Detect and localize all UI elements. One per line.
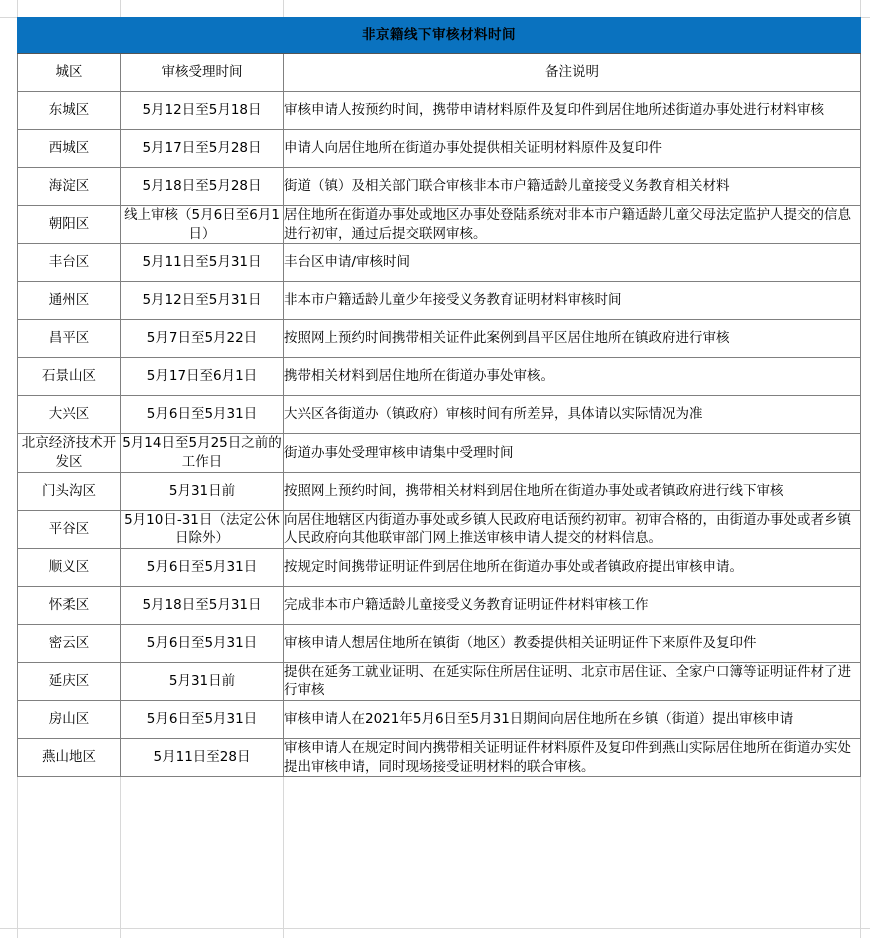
cell-note: 审核申请人按预约时间，携带申请材料原件及复印件到居住地所述街道办事处进行材料审核 xyxy=(284,92,861,130)
cell-district: 西城区 xyxy=(18,130,121,168)
cell-review-time: 5月12日至5月31日 xyxy=(121,282,284,320)
table-row xyxy=(18,244,861,282)
cell-note: 按照网上预约时间，携带相关材料到居住地所在街道办事处或者镇政府进行线下审核 xyxy=(284,472,861,510)
cell-note: 街道（镇）及相关部门联合审核非本市户籍适龄儿童接受义务教育相关材料 xyxy=(284,168,861,206)
cell-review-time: 5月6日至5月31日 xyxy=(121,701,284,739)
cell-district: 北京经济技术开发区 xyxy=(18,434,121,472)
table-row xyxy=(18,586,861,624)
cell-district: 平谷区 xyxy=(18,510,121,548)
cell-review-time: 5月12日至5月18日 xyxy=(121,92,284,130)
cell-note: 申请人向居住地所在街道办事处提供相关证明材料原件及复印件 xyxy=(284,130,861,168)
audit-schedule-table xyxy=(17,17,861,777)
cell-note: 按照网上预约时间携带相关证件此案例到昌平区居住地所在镇政府进行审核 xyxy=(284,320,861,358)
cell-review-time: 5月18日至5月28日 xyxy=(121,168,284,206)
cell-district: 密云区 xyxy=(18,624,121,662)
cell-note: 大兴区各街道办（镇政府）审核时间有所差异，具体请以实际情况为准 xyxy=(284,396,861,434)
cell-district: 燕山地区 xyxy=(18,739,121,777)
cell-district: 昌平区 xyxy=(18,320,121,358)
table-row xyxy=(18,472,861,510)
cell-district: 海淀区 xyxy=(18,168,121,206)
cell-note: 审核申请人在规定时间内携带相关证明证件材料原件及复印件到燕山实际居住地所在街道办实处提出审核申请，同时现场接受证明材料的联合审核。 xyxy=(284,739,861,777)
cell-review-time: 5月31日前 xyxy=(121,662,284,700)
cell-district: 怀柔区 xyxy=(18,586,121,624)
cell-review-time: 5月14日至5月25日之前的工作日 xyxy=(121,434,284,472)
cell-district: 门头沟区 xyxy=(18,472,121,510)
cell-review-time: 5月18日至5月31日 xyxy=(121,586,284,624)
cell-district: 大兴区 xyxy=(18,396,121,434)
table-row xyxy=(18,739,861,777)
cell-review-time: 5月11日至5月31日 xyxy=(121,244,284,282)
cell-note: 审核申请人在2021年5月6日至5月31日期间向居住地所在乡镇（街道）提出审核申请 xyxy=(284,701,861,739)
cell-district: 延庆区 xyxy=(18,662,121,700)
table-row xyxy=(18,358,861,396)
table-row xyxy=(18,662,861,700)
cell-review-time: 5月31日前 xyxy=(121,472,284,510)
table-row xyxy=(18,206,861,244)
table-row xyxy=(18,130,861,168)
cell-district: 通州区 xyxy=(18,282,121,320)
cell-review-time: 5月17日至5月28日 xyxy=(121,130,284,168)
table-body xyxy=(18,18,861,777)
table-row xyxy=(18,548,861,586)
cell-note: 提供在延务工就业证明、在延实际住所居住证明、北京市居住证、全家户口簿等证明证件材了进行审核 xyxy=(284,662,861,700)
cell-note: 向居住地辖区内街道办事处或乡镇人民政府电话预约初审。初审合格的，由街道办事处或者乡镇人民政府向其他联审部门网上推送审核申请人提交的材料信息。 xyxy=(284,510,861,548)
column-header-time: 审核受理时间 xyxy=(121,54,284,92)
table-row xyxy=(18,396,861,434)
cell-district: 朝阳区 xyxy=(18,206,121,244)
cell-note: 审核申请人想居住地所在镇街（地区）教委提供相关证明证件下来原件及复印件 xyxy=(284,624,861,662)
cell-review-time: 5月17日至6月1日 xyxy=(121,358,284,396)
column-header-district: 城区 xyxy=(18,54,121,92)
cell-review-time: 5月6日至5月31日 xyxy=(121,624,284,662)
cell-note: 携带相关材料到居住地所在街道办事处审核。 xyxy=(284,358,861,396)
cell-note: 非本市户籍适龄儿童少年接受义务教育证明材料审核时间 xyxy=(284,282,861,320)
table-title: 非京籍线下审核材料时间 xyxy=(18,18,861,54)
table-row xyxy=(18,510,861,548)
cell-district: 丰台区 xyxy=(18,244,121,282)
cell-note: 居住地所在街道办事处或地区办事处登陆系统对非本市户籍适龄儿童父母法定监护人提交的信息进行初审，通过后提交联网审核。 xyxy=(284,206,861,244)
cell-review-time: 5月10日-31日（法定公休日除外） xyxy=(121,510,284,548)
cell-review-time: 线上审核（5月6日至6月1日） xyxy=(121,206,284,244)
cell-district: 房山区 xyxy=(18,701,121,739)
cell-district: 顺义区 xyxy=(18,548,121,586)
grid-hline xyxy=(0,928,870,929)
audit-schedule-table-container xyxy=(17,17,860,777)
column-header-note: 备注说明 xyxy=(284,54,861,92)
cell-note: 按规定时间携带证明证件到居住地所在街道办事处或者镇政府提出审核申请。 xyxy=(284,548,861,586)
cell-note: 丰台区申请/审核时间 xyxy=(284,244,861,282)
table-row xyxy=(18,624,861,662)
cell-district: 东城区 xyxy=(18,92,121,130)
table-title-row xyxy=(18,18,861,54)
cell-district: 石景山区 xyxy=(18,358,121,396)
table-row xyxy=(18,434,861,472)
table-row xyxy=(18,320,861,358)
cell-review-time: 5月6日至5月31日 xyxy=(121,548,284,586)
cell-review-time: 5月7日至5月22日 xyxy=(121,320,284,358)
cell-review-time: 5月11日至28日 xyxy=(121,739,284,777)
table-row xyxy=(18,282,861,320)
cell-note: 完成非本市户籍适龄儿童接受义务教育证明证件材料审核工作 xyxy=(284,586,861,624)
table-row xyxy=(18,701,861,739)
table-row xyxy=(18,168,861,206)
table-header-row xyxy=(18,54,861,92)
table-row xyxy=(18,92,861,130)
cell-note: 街道办事处受理审核申请集中受理时间 xyxy=(284,434,861,472)
cell-review-time: 5月6日至5月31日 xyxy=(121,396,284,434)
